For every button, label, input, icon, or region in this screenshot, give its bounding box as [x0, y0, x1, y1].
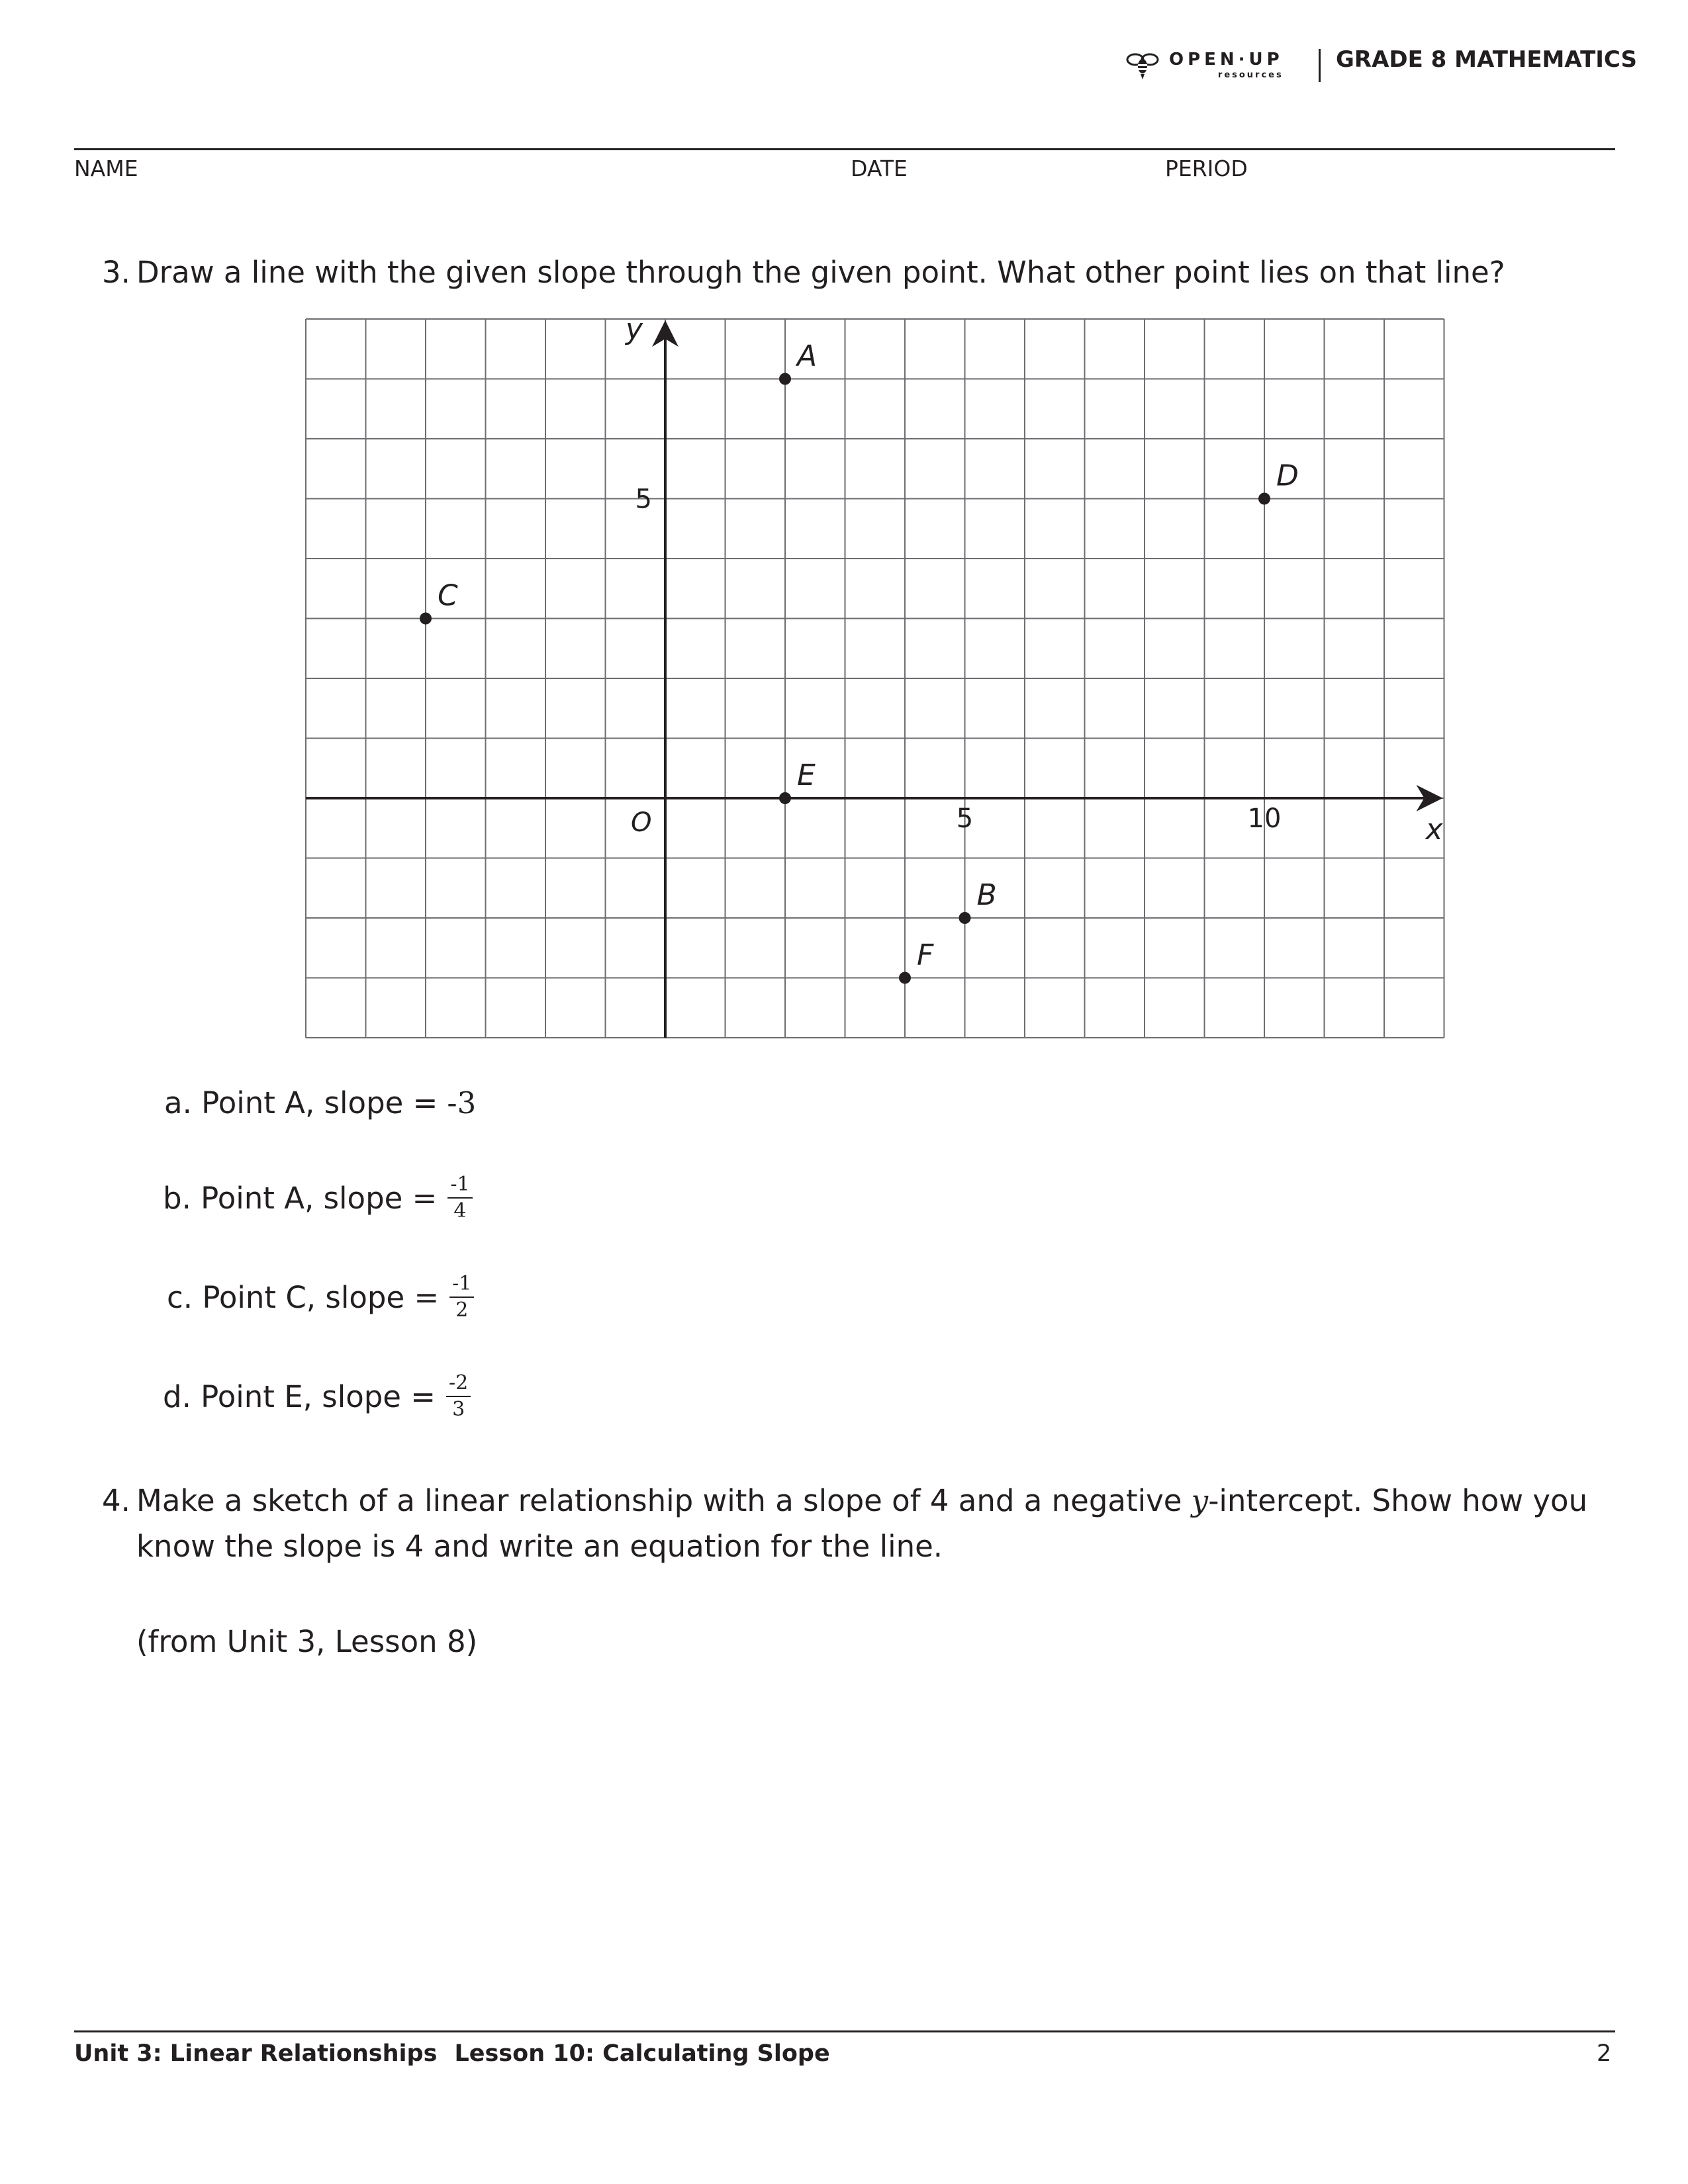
question-3-number: 3.: [102, 255, 130, 290]
plotted-points: [420, 340, 1299, 984]
point-d: [1258, 493, 1270, 505]
page-number: 2: [1597, 2040, 1612, 2067]
point-label-f: F: [917, 938, 934, 972]
part-b-denominator: 4: [453, 1199, 467, 1222]
part-c: [167, 1274, 474, 1320]
y-axis-label: y: [626, 312, 643, 346]
point-label-b: B: [976, 878, 997, 912]
axis-tick-labels: [635, 484, 1282, 835]
brand-sub-text: resources: [1217, 69, 1284, 80]
point-label-a: A: [797, 339, 818, 373]
footer-breadcrumb: [74, 2040, 830, 2067]
question-4-text-start: Make a sketch of a linear relationship with a slope of 4 and a negative: [136, 1483, 1192, 1518]
question-3-text: Draw a line with the given slope through the given point. What other point lies on that line?: [136, 255, 1505, 290]
part-c-label: c. Point C, slope =: [167, 1279, 440, 1315]
header-rule: [74, 148, 1615, 150]
question-4-text-line2: know the slope is 4 and write an equation for the line.: [136, 1529, 943, 1564]
footer-lesson: Lesson 10: Calculating Slope: [454, 2040, 830, 2067]
origin-label: O: [631, 807, 652, 838]
brand-main-text: OPEN·UP: [1169, 49, 1284, 69]
part-c-slope-fraction: [449, 1274, 474, 1320]
period-field-label: PERIOD: [1165, 156, 1248, 181]
question-4-source: (from Unit 3, Lesson 8): [136, 1624, 478, 1659]
part-c-numerator: -1: [449, 1274, 474, 1298]
part-b-numerator: -1: [447, 1175, 472, 1199]
grid-lines: [306, 319, 1444, 1038]
date-field-label: DATE: [851, 156, 908, 181]
point-c: [420, 613, 432, 625]
question-4-text: [136, 1479, 1619, 1524]
point-a: [779, 373, 791, 385]
part-b-label: b. Point A, slope =: [163, 1180, 438, 1216]
question-4-text-end: -intercept. Show how you: [1208, 1483, 1588, 1518]
publisher-logo: [1125, 48, 1284, 82]
question-4-number: 4.: [102, 1483, 130, 1518]
footer-unit: Unit 3: Linear Relationships: [74, 2040, 438, 2067]
point-label-e: E: [797, 758, 816, 792]
coordinate-graph: [291, 311, 1470, 1046]
point-label-c: C: [438, 578, 458, 613]
part-a-slope: -3: [447, 1085, 477, 1120]
name-field-label: NAME: [74, 156, 138, 181]
part-d: [163, 1373, 471, 1420]
header-divider: [1319, 49, 1321, 82]
brand-wordmark: [1169, 51, 1284, 79]
x-tick-label: 5: [956, 803, 974, 834]
x-tick-label: 10: [1247, 803, 1282, 834]
part-b: [163, 1175, 473, 1221]
part-a-label: a. Point A, slope =: [164, 1085, 438, 1120]
part-d-numerator: -2: [446, 1373, 471, 1397]
point-b: [959, 912, 971, 924]
point-label-d: D: [1276, 459, 1299, 493]
part-d-denominator: 3: [452, 1398, 465, 1421]
part-d-slope-fraction: [446, 1373, 471, 1420]
part-a: [164, 1085, 476, 1120]
y-tick-label: 5: [635, 484, 652, 515]
question-4-y-variable: y: [1191, 1483, 1209, 1518]
point-f: [899, 972, 911, 984]
part-b-slope-fraction: [447, 1175, 472, 1221]
part-c-denominator: 2: [455, 1298, 469, 1322]
point-e: [779, 792, 791, 804]
part-d-label: d. Point E, slope =: [163, 1379, 436, 1414]
bee-logo-icon: [1125, 48, 1160, 82]
footer-rule: [74, 2030, 1615, 2032]
x-axis-label: x: [1425, 813, 1443, 846]
course-title: GRADE 8 MATHEMATICS: [1336, 46, 1637, 73]
